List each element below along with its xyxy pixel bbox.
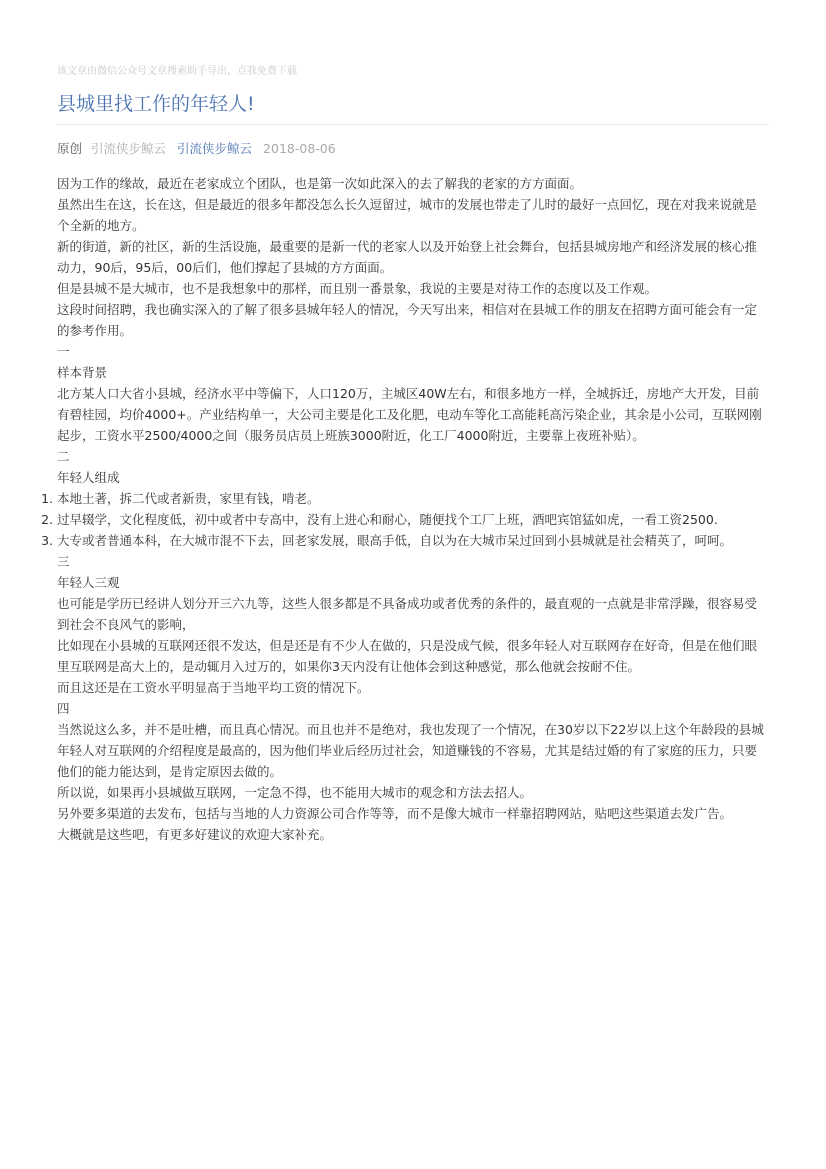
section-paragraph: 当然说这么多，并不是吐槽，而且真心情况。而且也并不是绝对，我也发现了一个情况，在30岁以下22岁以上这个年龄段的县城年轻人对互联网的介绍程度是最高的，因为他们毕业后经历过社会，知道赚钱的不容易，尤其是结过婚的有了家庭的压力，只要他们的能力能达到，是肯定原因去做的。: [57, 722, 764, 779]
intro-paragraph: 因为工作的缘故，最近在老家成立个团队，也是第一次如此深入的去了解我的老家的方方面面。: [57, 176, 583, 191]
article-title: 县城里找工作的年轻人!: [57, 93, 255, 115]
list-item-number: 3.: [41, 533, 53, 548]
list-item: [41, 509, 769, 530]
list-item-text: 过早辍学，文化程度低，初中或者中专高中，没有上进心和耐心，随便找个工厂上班，酒吧宾馆猛如虎，一看工资2500.: [57, 512, 718, 527]
list-item-number: 1.: [41, 491, 53, 506]
section-heading: 样本背景: [57, 365, 108, 380]
original-badge: 原创: [57, 141, 83, 156]
youth-composition-list: [41, 488, 769, 551]
title-divider: [57, 124, 769, 125]
section-paragraph: 而且这还是在工资水平明显高于当地平均工资的情况下。: [57, 680, 370, 695]
list-item-text: 本地土著，拆二代或者新贵，家里有钱，啃老。: [57, 491, 320, 506]
list-item-number: 2.: [41, 512, 53, 527]
section-paragraph: 比如现在小县城的互联网还很不发达，但是还是有不少人在做的，只是没成气候，很多年轻人对互联网存在好奇，但是在他们眼里互联网是高大上的，是动辄月入过万的，如果你3天内没有让他体会到这种感觉，那么他就会按耐不住。: [57, 638, 758, 674]
section-paragraph: 北方某人口大省小县城，经济水平中等偏下，人口120万，主城区40W左右，和很多地方一样，全城拆迁，房地产大开发，目前有碧桂园，均价4000+。产业结构单一，大公司主要是化工及化肥，电动车等化工高能耗高污染企业，其余是小公司，互联网刚起步，工资水平2500/4000之间（服务员店员上班族3000附近，化工厂4000附近，主要靠上夜班补贴）。: [57, 386, 762, 443]
intro-paragraph: 这段时间招聘，我也确实深入的了解了很多县城年轻人的情况，今天写出来，相信对在县城工作的朋友在招聘方面可能会有一定的参考作用。: [57, 302, 758, 338]
section-paragraph: 另外要多渠道的去发布，包括与当地的人力资源公司合作等等，而不是像大城市一样靠招聘网站，贴吧这些渠道去发广告。: [57, 806, 733, 821]
account-link[interactable]: 引流侠步鲸云: [177, 141, 253, 156]
section-paragraph: 也可能是学历已经讲人划分开三六九等，这些人很多都是不具备成功或者优秀的条件的，最直观的一点就是非常浮躁，很容易受到社会不良风气的影响，: [57, 596, 758, 632]
section-number: 一: [57, 344, 70, 359]
list-item: [41, 530, 769, 551]
intro-paragraph: 但是县城不是大城市，也不是我想象中的那样，而且别一番景象，我说的主要是对待工作的态度以及工作观。: [57, 281, 658, 296]
publish-date: 2018-08-06: [263, 141, 336, 156]
article-body: [41, 173, 769, 845]
list-item-text: 大专或者普通本科，在大城市混不下去，回老家发展，眼高手低，自以为在大城市呆过回到小县城就是社会精英了，呵呵。: [57, 533, 733, 548]
section-heading: 年轻人组成: [57, 470, 120, 485]
closing-paragraph: 大概就是这些吧，有更多好建议的欢迎大家补充。: [57, 827, 333, 842]
export-notice-link[interactable]: 该文章由微信公众号文章搜索助手导出，点我免费下载: [57, 66, 297, 77]
section-number: 二: [57, 449, 70, 464]
section-number: 四: [57, 701, 70, 716]
list-item: [41, 488, 769, 509]
author-name: 引流侠步鲸云: [91, 141, 167, 156]
section-heading: 年轻人三观: [57, 575, 120, 590]
intro-paragraph: 新的街道，新的社区，新的生活设施，最重要的是新一代的老家人以及开始登上社会舞台，包括县城房地产和经济发展的核心推动力，90后，95后，00后们，他们撑起了县城的方方面面。: [57, 239, 758, 275]
article-meta: [57, 140, 336, 158]
section-paragraph: 所以说，如果再小县城做互联网，一定急不得，也不能用大城市的观念和方法去招人。: [57, 785, 533, 800]
intro-paragraph: 虽然出生在这，长在这，但是最近的很多年都没怎么长久逗留过，城市的发展也带走了儿时的最好一点回忆，现在对我来说就是个全新的地方。: [57, 197, 758, 233]
section-number: 三: [57, 554, 70, 569]
